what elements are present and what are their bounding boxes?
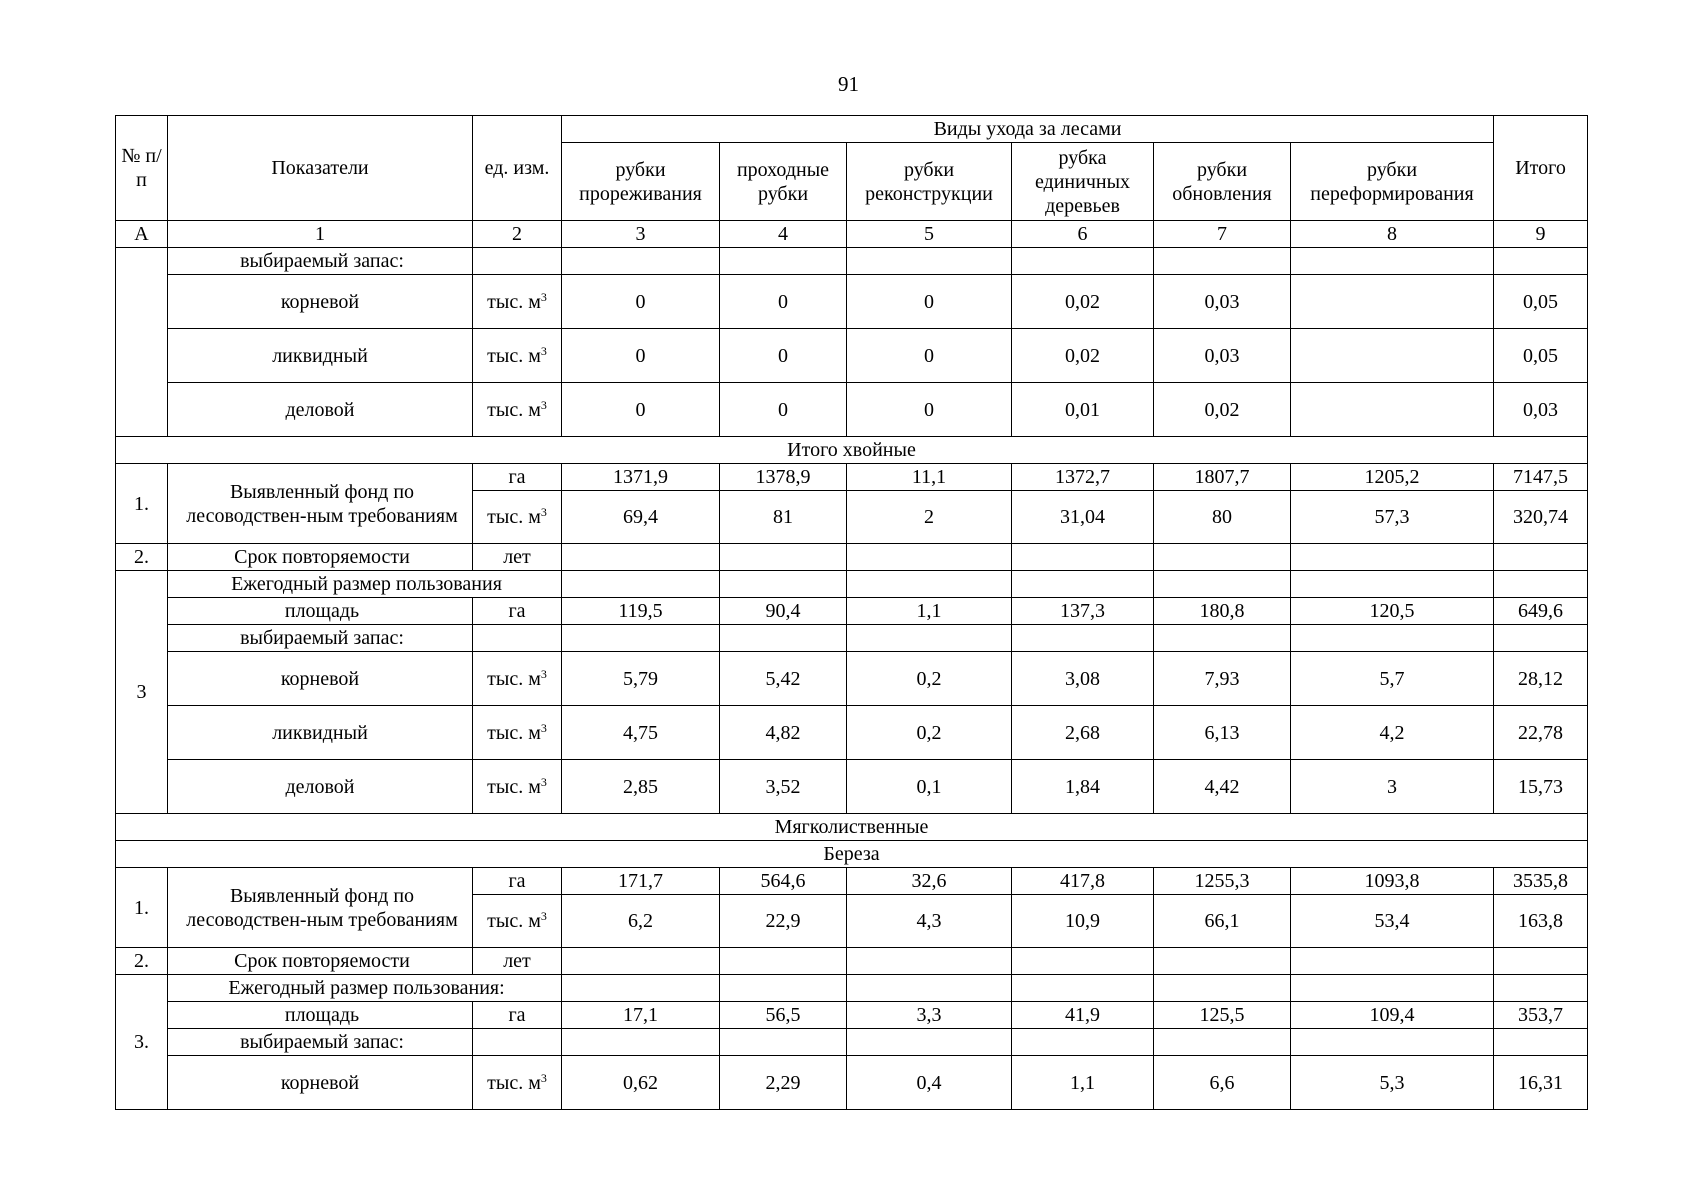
value-cell: 17,1	[562, 1002, 720, 1029]
value-cell: 3	[1291, 760, 1494, 814]
value-cell: 53,4	[1291, 895, 1494, 948]
header-unit: ед. изм.	[473, 116, 562, 221]
value-cell: 0	[847, 383, 1012, 437]
value-cell: 4,42	[1154, 760, 1291, 814]
table-row	[116, 948, 1588, 975]
row-label: корневой	[168, 1056, 473, 1110]
value-cell: 0	[847, 329, 1012, 383]
table-row	[116, 625, 1588, 652]
table-row	[116, 760, 1588, 814]
value-cell: 66,1	[1154, 895, 1291, 948]
unit-cell: тыс. $м^3$	[473, 760, 562, 814]
index-cell: 3	[562, 221, 720, 248]
table-row	[116, 383, 1588, 437]
value-cell: 1371,9	[562, 464, 720, 491]
table-row	[116, 275, 1588, 329]
table-row	[116, 544, 1588, 571]
value-cell: 0,02	[1012, 275, 1154, 329]
table-row	[116, 1056, 1588, 1110]
total-cell: 7147,5	[1494, 464, 1588, 491]
value-cell: 1093,8	[1291, 868, 1494, 895]
value-cell: 109,4	[1291, 1002, 1494, 1029]
table-row	[116, 1002, 1588, 1029]
value-cell: 5,3	[1291, 1056, 1494, 1110]
row-label: ликвидный	[168, 329, 473, 383]
value-cell: 6,2	[562, 895, 720, 948]
value-cell: 0,03	[1154, 329, 1291, 383]
table-row	[116, 706, 1588, 760]
table-row	[116, 975, 1588, 1002]
table-row	[116, 248, 1588, 275]
unit-cell: га	[473, 1002, 562, 1029]
value-cell: 1372,7	[1012, 464, 1154, 491]
value-cell: 0	[720, 383, 847, 437]
row-number: 1.	[116, 868, 168, 948]
value-cell: 32,6	[847, 868, 1012, 895]
section-row	[116, 437, 1588, 464]
index-cell: 4	[720, 221, 847, 248]
row-label: Срок повторяемости	[168, 544, 473, 571]
total-cell: 0,05	[1494, 275, 1588, 329]
total-cell: 15,73	[1494, 760, 1588, 814]
value-cell: 3,08	[1012, 652, 1154, 706]
section-row	[116, 841, 1588, 868]
value-cell: 417,8	[1012, 868, 1154, 895]
row-label: выбираемый запас:	[168, 625, 473, 652]
header-row-1	[116, 116, 1588, 143]
value-cell: 3,3	[847, 1002, 1012, 1029]
value-cell: 1807,7	[1154, 464, 1291, 491]
header-col-7: рубки обновления	[1154, 143, 1291, 221]
header-total: Итого	[1494, 116, 1588, 221]
index-cell: 1	[168, 221, 473, 248]
row-label: выбираемый запас:	[168, 1029, 473, 1056]
section-title-conifer: Итого хвойные	[116, 437, 1588, 464]
row-number: 2.	[116, 948, 168, 975]
section-title-birch: Береза	[116, 841, 1588, 868]
total-cell: 353,7	[1494, 1002, 1588, 1029]
value-cell	[1291, 383, 1494, 437]
value-cell: 6,6	[1154, 1056, 1291, 1110]
value-cell: 137,3	[1012, 598, 1154, 625]
value-cell: 1,1	[847, 598, 1012, 625]
header-col-3: рубки прореживания	[562, 143, 720, 221]
total-cell: 649,6	[1494, 598, 1588, 625]
header-indicator: Показатели	[168, 116, 473, 221]
row-label: Ежегодный размер пользования	[168, 571, 562, 598]
value-cell: 11,1	[847, 464, 1012, 491]
unit-cell: тыс. $м^3$	[473, 652, 562, 706]
section-row	[116, 814, 1588, 841]
unit-cell: га	[473, 464, 562, 491]
index-cell: А	[116, 221, 168, 248]
value-cell: 0,4	[847, 1056, 1012, 1110]
row-label: Выявленный фонд по лесоводствен-ным требованиям	[168, 464, 473, 544]
value-cell: 171,7	[562, 868, 720, 895]
table-row	[116, 598, 1588, 625]
row-number: 3.	[116, 975, 168, 1110]
total-cell: 28,12	[1494, 652, 1588, 706]
unit-cell: лет	[473, 948, 562, 975]
total-cell: 22,78	[1494, 706, 1588, 760]
value-cell: 1378,9	[720, 464, 847, 491]
row-number	[116, 248, 168, 437]
unit-cell: тыс. $м^3$	[473, 383, 562, 437]
row-label: Срок повторяемости	[168, 948, 473, 975]
value-cell: 180,8	[1154, 598, 1291, 625]
unit-cell: лет	[473, 544, 562, 571]
value-cell: 1255,3	[1154, 868, 1291, 895]
value-cell: 0,62	[562, 1056, 720, 1110]
value-cell: 2,29	[720, 1056, 847, 1110]
value-cell: 5,79	[562, 652, 720, 706]
value-cell: 1205,2	[1291, 464, 1494, 491]
value-cell: 0,1	[847, 760, 1012, 814]
row-label: Ежегодный размер пользования:	[168, 975, 562, 1002]
header-col-4: проходные рубки	[720, 143, 847, 221]
total-cell: 320,74	[1494, 491, 1588, 544]
value-cell: 0	[562, 275, 720, 329]
row-label: выбираемый запас:	[168, 248, 473, 275]
section-title-soft: Мягколиственные	[116, 814, 1588, 841]
value-cell: 2	[847, 491, 1012, 544]
value-cell: 0,2	[847, 706, 1012, 760]
row-number: 3	[116, 571, 168, 814]
value-cell: 57,3	[1291, 491, 1494, 544]
value-cell: 6,13	[1154, 706, 1291, 760]
row-label: площадь	[168, 1002, 473, 1029]
value-cell: 4,82	[720, 706, 847, 760]
index-cell: 8	[1291, 221, 1494, 248]
total-cell: 0,03	[1494, 383, 1588, 437]
header-col-5: рубки реконструкции	[847, 143, 1012, 221]
value-cell: 1,1	[1012, 1056, 1154, 1110]
value-cell: 56,5	[720, 1002, 847, 1029]
row-number: 2.	[116, 544, 168, 571]
value-cell: 90,4	[720, 598, 847, 625]
value-cell: 0	[720, 329, 847, 383]
value-cell: 22,9	[720, 895, 847, 948]
page-number: 91	[838, 72, 859, 96]
value-cell: 564,6	[720, 868, 847, 895]
row-number: 1.	[116, 464, 168, 544]
unit-cell: тыс. $м^3$	[473, 895, 562, 948]
table-row	[116, 464, 1588, 491]
value-cell: 125,5	[1154, 1002, 1291, 1029]
value-cell: 5,7	[1291, 652, 1494, 706]
value-cell: 4,3	[847, 895, 1012, 948]
table-row	[116, 868, 1588, 895]
forest-care-table	[115, 115, 1588, 1110]
value-cell: 0	[562, 383, 720, 437]
value-cell: 0	[720, 275, 847, 329]
header-col-8: рубки переформирования	[1291, 143, 1494, 221]
unit-cell: тыс. $м^3$	[473, 275, 562, 329]
value-cell: 4,2	[1291, 706, 1494, 760]
row-label: ликвидный	[168, 706, 473, 760]
row-label: деловой	[168, 760, 473, 814]
value-cell: 0	[847, 275, 1012, 329]
value-cell: 0,2	[847, 652, 1012, 706]
value-cell	[1291, 275, 1494, 329]
index-cell: 5	[847, 221, 1012, 248]
unit-cell: тыс. $м^3$	[473, 706, 562, 760]
value-cell: 10,9	[1012, 895, 1154, 948]
index-cell: 2	[473, 221, 562, 248]
header-group: Виды ухода за лесами	[562, 116, 1494, 143]
value-cell: 5,42	[720, 652, 847, 706]
header-col-6: рубка единичных деревьев	[1012, 143, 1154, 221]
index-cell: 9	[1494, 221, 1588, 248]
value-cell: 80	[1154, 491, 1291, 544]
row-label: деловой	[168, 383, 473, 437]
value-cell: 2,85	[562, 760, 720, 814]
value-cell: 0	[562, 329, 720, 383]
unit-cell: тыс. $м^3$	[473, 491, 562, 544]
value-cell: 0,02	[1154, 383, 1291, 437]
total-cell: 0,05	[1494, 329, 1588, 383]
value-cell: 41,9	[1012, 1002, 1154, 1029]
table-row	[116, 329, 1588, 383]
header-num: № п/п	[116, 116, 168, 221]
value-cell: 4,75	[562, 706, 720, 760]
total-cell: 163,8	[1494, 895, 1588, 948]
value-cell: 1,84	[1012, 760, 1154, 814]
row-label: корневой	[168, 275, 473, 329]
value-cell: 119,5	[562, 598, 720, 625]
total-cell: 16,31	[1494, 1056, 1588, 1110]
total-cell: 3535,8	[1494, 868, 1588, 895]
value-cell: 69,4	[562, 491, 720, 544]
value-cell: 0,03	[1154, 275, 1291, 329]
row-label: площадь	[168, 598, 473, 625]
unit-cell: га	[473, 598, 562, 625]
unit-cell: га	[473, 868, 562, 895]
value-cell: 3,52	[720, 760, 847, 814]
unit-cell: тыс. $м^3$	[473, 1056, 562, 1110]
value-cell: 0,01	[1012, 383, 1154, 437]
row-label: Выявленный фонд по лесоводствен-ным требованиям	[168, 868, 473, 948]
index-cell: 6	[1012, 221, 1154, 248]
index-row	[116, 221, 1588, 248]
unit-cell: тыс. $м^3$	[473, 329, 562, 383]
value-cell: 120,5	[1291, 598, 1494, 625]
value-cell	[1291, 329, 1494, 383]
table-row	[116, 652, 1588, 706]
index-cell: 7	[1154, 221, 1291, 248]
value-cell: 81	[720, 491, 847, 544]
value-cell: 31,04	[1012, 491, 1154, 544]
table-row	[116, 1029, 1588, 1056]
value-cell: 7,93	[1154, 652, 1291, 706]
table-row	[116, 571, 1588, 598]
value-cell: 2,68	[1012, 706, 1154, 760]
value-cell: 0,02	[1012, 329, 1154, 383]
row-label: корневой	[168, 652, 473, 706]
